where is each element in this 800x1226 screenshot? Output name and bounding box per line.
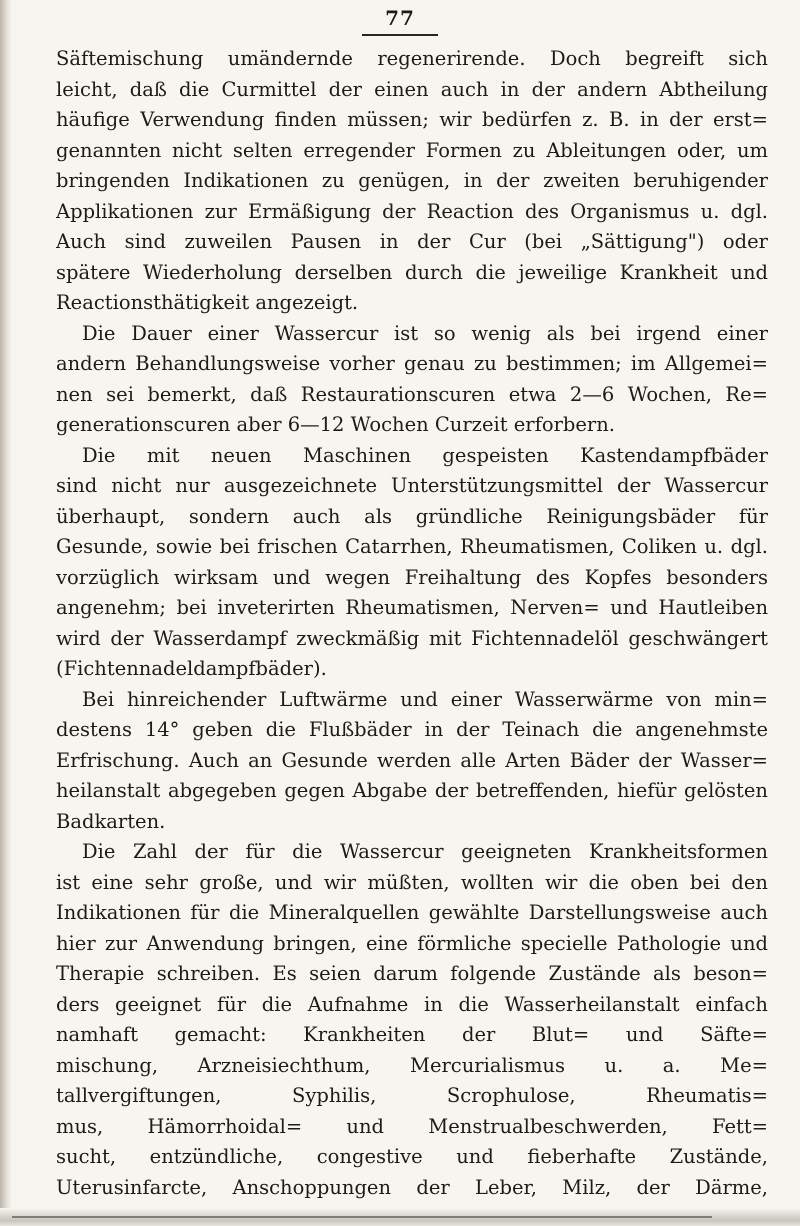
text-line: Säftemischung umändernde regenerirende. Doch begreift sich — [56, 47, 768, 70]
page-binding-shadow — [0, 0, 12, 1226]
text-line: ders geeignet für die Aufnahme in die Wasserheilanstalt einfach — [56, 992, 768, 1016]
paragraph-start-line: Die Dauer einer Wassercur ist so wenig als bei irgend einer — [82, 321, 768, 345]
page-number-rule — [362, 34, 438, 36]
paragraph-start-line: Die mit neuen Maschinen gespeisten Kastendampfbäder — [82, 443, 768, 467]
text-line: Gesunde, sowie bei frischen Catarrhen, Rheumatismen, Coliken u. dgl. — [56, 535, 768, 558]
text-line: Erfrischung. Auch an Gesunde werden alle Arten Bäder der Wasser= — [56, 748, 768, 772]
page-bottom-rule — [12, 1216, 712, 1218]
text-line: generationscuren aber 6—12 Wochen Curzeit erforbern. — [56, 413, 615, 436]
text-line: leicht, daß die Curmittel der einen auch in der andern Abtheilung — [56, 77, 768, 101]
page-number: 77 — [385, 6, 415, 30]
text-line: mischung, Arzneisiechthum, Mercurialismus u. a. Me= — [56, 1053, 768, 1077]
text-line: Therapie schreiben. Es seien darum folgende Zustände als beson= — [56, 962, 768, 985]
text-line: namhaft gemacht: Krankheiten der Blut= und Säfte= — [56, 1023, 768, 1046]
text-line: Applikationen zur Ermäßigung der Reaction des Organismus u. dgl. — [56, 199, 768, 223]
text-line: destens 14° geben die Flußbäder in der Teinach die angenehmste — [56, 718, 768, 741]
text-line: Reactionsthätigkeit angezeigt. — [56, 291, 359, 314]
text-line: Uterusinfarcte, Anschoppungen der Leber, Milz, der Därme, — [56, 1175, 768, 1199]
text-line: (Fichtennadeldampfbäder). — [56, 657, 327, 680]
text-line: sind nicht nur ausgezeichnete Unterstützungsmittel der Wassercur — [56, 474, 768, 497]
text-line: vorzüglich wirksam und wegen Freihaltung des Kopfes besonders — [56, 565, 768, 589]
text-line: heilanstalt abgegeben gegen Abgabe der betreffenden, hiefür gelösten — [56, 779, 768, 802]
text-line: spätere Wiederholung derselben durch die jeweilige Krankheit und — [56, 260, 768, 284]
text-line: mus, Hämorrhoidal= und Menstrualbeschwerden, Fett= — [56, 1114, 768, 1138]
text-line: wird der Wasserdampf zweckmäßig mit Fichtennadelöl geschwängert — [56, 626, 768, 650]
text-line: tallvergiftungen, Syphilis, Scrophulose, Rheumatis= — [56, 1084, 768, 1107]
paragraph-start-line: Die Zahl der für die Wassercur geeigneten Krankheitsformen — [82, 840, 768, 863]
body-text — [56, 44, 768, 1203]
text-line: Auch sind zuweilen Pausen in der Cur (bei „Sättigung") oder — [56, 230, 768, 253]
text-line: bringenden Indikationen zu genügen, in der zweiten beruhigender — [56, 169, 768, 192]
text-line: angenehm; bei inveterirten Rheumatismen, Nerven= und Hautleiben — [56, 596, 768, 619]
text-line: genannten nicht selten erregender Formen zu Ableitungen oder, um — [56, 138, 768, 162]
text-line: andern Behandlungsweise vorher genau zu bestimmen; im Allgemei= — [56, 352, 768, 375]
text-line: Indikationen für die Mineralquellen gewählte Darstellungsweise auch — [56, 901, 768, 924]
text-line: Badkarten. — [56, 809, 166, 833]
text-line: sucht, entzündliche, congestive und fieberhafte Zustände, — [56, 1145, 768, 1168]
text-line: überhaupt, sondern auch als gründliche Reinigungsbäder für — [56, 504, 768, 528]
text-line: ist eine sehr große, und wir müßten, wollten wir die oben bei den — [56, 870, 768, 894]
text-line: häufige Verwendung finden müssen; wir bedürfen z. B. in der erst= — [56, 108, 768, 131]
paragraph-start-line: Bei hinreichender Luftwärme und einer Wasserwärme von min= — [82, 687, 768, 711]
text-line: nen sei bemerkt, daß Restaurationscuren etwa 2—6 Wochen, Re= — [56, 382, 768, 406]
text-line: hier zur Anwendung bringen, eine förmliche specielle Pathologie und — [56, 931, 768, 955]
